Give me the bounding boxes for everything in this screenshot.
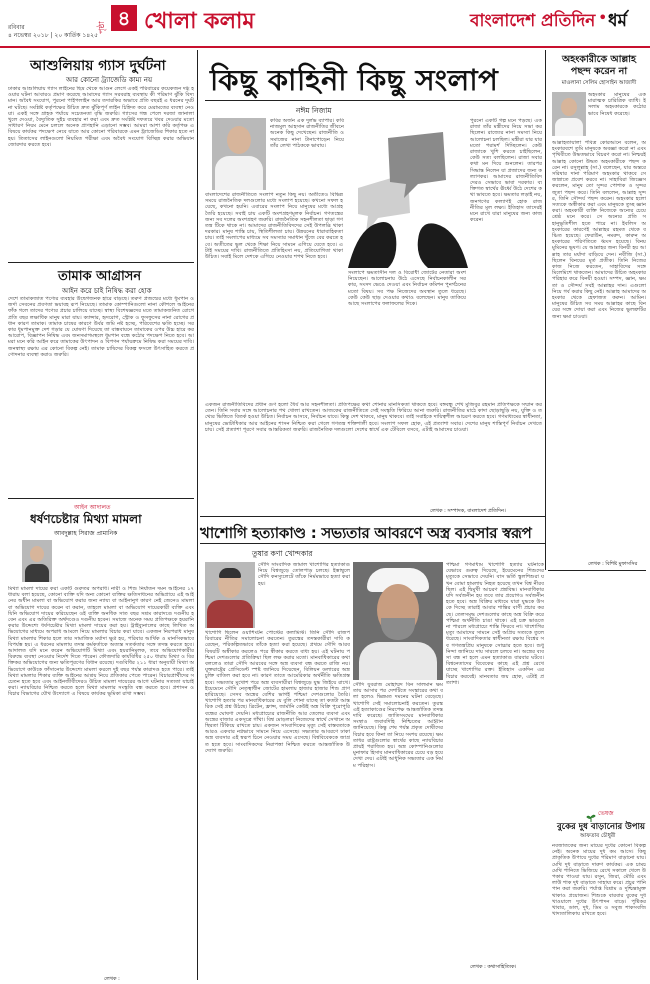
- main-article-body: বাংলাদেশের রাজনীতিতে সংলাপ নতুন কিছু নয়। অতীতেও বিভিন্ন সময়ে রাজনৈতিক দলগুলোর মধ্যে সংলাপ হয়েছে। কখনো সফল হয়েছে, কখনো হয়নি। এবারের সংলাপ নিয়ে মানুষের মধ্যে আগ্রহ তৈরি হয়েছে। সবাই চায় একটি অংশগ্রহণমূলক নির্বাচন। গণতন্ত্রের জন্য সব দলের অংশগ্রহণ জরুরি। রাজনৈতিক সহনশীলতা ছাড়া গণতন্ত্র টিকে থাকে না। আমাদের রাজনীতিবিদদের সেই উপলব্ধি থাকা দরকার। মানুষ শান্তি চায়, স্থিতিশীলতা চায়। উন্নয়নের ধারাবাহিকতা চায়। তাই সংলাপের মাধ্যমে সব সমস্যার সমাধান খুঁজে বের করতে হবে। অতীতের ভুল থেকে শিক্ষা নিয়ে সামনে এগিয়ে যেতে হবে। এটাই সময়ের দাবি। রাজনীতিতে প্রতিহিংসা নয়, প্রতিযোগিতা থাকা উচিত। সবাই মিলে দেশকে এগিয়ে নেওয়ার শপথ নিতে হবে।: [205, 192, 343, 261]
- dialogue-illustration: [348, 118, 468, 268]
- author-portrait: [205, 562, 255, 628]
- khashoggi-body: পশ্চিমা গণমাধ্যম খাশোগি হত্যার ঘটনাকে যেভাবে গুরুত্ব দিয়েছে, ইয়েমেনের শিশুদের মৃত্যুকে সেভাবে দেয়নি। বাস ভর্তি স্কুলশিশুরা যখন বোমা হামলায় নিহত হয়েছে তখন বিশ্ব নীরব ছিল। এই দ্বিমুখী আচরণ প্রশ্নবিদ্ধ। মানবাধিকার যদি সর্বজনীন হয় তবে তার প্রয়োগও সর্বজনীন হতে হবে। অস্ত্র বিক্রির মাধ্যমে যারা যুদ্ধকে উসকে দিচ্ছে তারাই আবার শান্তির বাণী প্রচার করছে। তেলসমৃদ্ধ দেশগুলোর কাছে অস্ত্র বিক্রি করে পশ্চিমা অর্থনীতি চাঙা থাকে। এই চক্র ভাঙতে না পারলে মধ্যপ্রাচ্যে শান্তি ফিরবে না। খাশোগির মৃত্যু আমাদের সামনে সেই অপ্রিয় সত্যকে তুলে ধরেছে। সাংবাদিকতার স্বাধীনতা রক্ষায় বিশ্বের সব গণতন্ত্রপ্রিয় মানুষকে সোচ্চার হতে হবে। শুধু নিন্দা জানিয়ে দায় সারলে চলবে না। অস্ত্রের ব্যবসা বন্ধ না হলে এমন হত্যাকাণ্ড বারবার ঘটবে। বিশ্বনেতাদের বিবেকের কাছে এই প্রশ্ন রেখে যাচ্ছে খাশোগির রক্ত। ইতিহাস একদিন এর বিচার করবেই। মানবতার জয় হোক, এটাই প্রত্যাশা।: [446, 562, 544, 686]
- religion-author: মাওলানা সেলিম হোসাইন আজাদী: [561, 80, 637, 86]
- gas-editorial-title: আশুলিয়ায় গ্যাস দুর্ঘটনা: [30, 58, 166, 74]
- health-title: বুকের দুধ বাড়ানোর উপায়: [556, 822, 646, 832]
- main-author-note: লেখক : সম্পাদক, বাংলাদেশ প্রতিদিন।: [430, 508, 506, 514]
- divider: [548, 570, 646, 571]
- religion-title: অহংকারীকে আল্লাহ পছন্দ করেন না: [561, 54, 636, 77]
- tobacco-editorial-title: তামাক আগ্রাসন: [58, 269, 142, 284]
- main-author: নঈম নিজাম: [296, 106, 332, 115]
- khashoggi-author: তুষার কণা খোন্দকার: [252, 549, 313, 558]
- day-label: রবিবার: [8, 24, 25, 31]
- main-headline: কিছু কাহিনী কিছু সংলাপ: [210, 63, 499, 97]
- column-divider: [197, 50, 198, 980]
- khashoggi-headline: খাশোগি হত্যাকাণ্ড : সভ্যতার আবরণে অস্ত্র ব্যবসার স্বরূপ: [200, 524, 532, 542]
- divider: [8, 262, 194, 263]
- khashoggi-author-note: লেখক : কথাসাহিত্যিক।: [470, 964, 517, 970]
- main-article-body: একজন রাজনীতিবিদের প্রধান গুণ হলো ধৈর্য আর সহনশীলতা। প্রতিপক্ষের কথা শোনার মানসিকতা থাকতে হবে। বঙ্গবন্ধু শেখ মুজিবুর রহমান প্রতিপক্ষকে সম্মান করতেন। তিনি সবার সঙ্গে আলোচনার পথ খোলা রাখতেন। আজকের রাজনীতিতে সেই সংস্কৃতি ফিরিয়ে আনা জরুরি। রাজনীতির মাঠে কাদা ছোড়াছুড়ি নয়, যুক্তি ও তথ্যের ভিত্তিতে বিতর্ক হওয়া উচিত। নির্বাচন আসবে, নির্বাচন যাবে। কিন্তু দেশ থাকবে, মানুষ থাকবে। তাই সবাইকে দায়িত্বশীল আচরণ করতে হবে। গণমাধ্যমের স্বাধীনতা, মানুষের ভোটাধিকার আর আইনের শাসন নিশ্চিত করা গেলে গণতন্ত্র শক্তিশালী হবে। সংলাপ সফল হোক, এই প্রত্যাশা সবার। দেশের মানুষ শান্তিপূর্ণ নির্বাচন দেখতে চায়। সেই প্রত্যাশা পূরণে সবার আন্তরিকতা জরুরি। রাজনৈতিক দলগুলো দেশের স্বার্থে এক টেবিলে বসবে, এটাই আমাদের চাওয়া।: [205, 402, 542, 433]
- author-portrait: [212, 118, 266, 190]
- gas-editorial-body: ঢাকার আশুলিয়ায় গ্যাস লাইনের ছিদ্র থেকে আগুন লেগে একই পরিবারের কয়েকজন দগ্ধ হওয়ার ঘটনা আবারও প্রমাণ করেছে আমাদের গ্যাস সরবরাহ ব্যবস্থায় কী পরিমাণ ঝুঁকি বিদ্যমান। অবৈধ সংযোগ, পুরনো পাইপলাইন আর তদারকির অভাবে প্রতি বছরই এ ধরনের দুর্ঘটনা ঘটছে। সংশ্লিষ্ট কর্তৃপক্ষের উচিত দ্রুত ঝুঁকিপূর্ণ লাইন চিহ্নিত করে মেরামতের ব্যবস্থা নেওয়া। একই সঙ্গে গ্রাহক পর্যায়ে সচেতনতা বৃদ্ধি জরুরি। গ্যাসের গন্ধ পেলে দরজা জানালা খুলে দেওয়া, বৈদ্যুতিক সুইচ ব্যবহার না করা এবং দ্রুত সংশ্লিষ্ট দফতরে খবর দেওয়ার মতো সাধারণ নিয়ম মেনে চললে অনেক প্রাণহানি এড়ানো সম্ভব। আমরা আশা করি কর্তৃপক্ষ এ বিষয়ে কার্যকর পদক্ষেপ নেবে যাতে আর কোনো পরিবারকে এমন ট্র্যাজেডির শিকার হতে না হয়। তিতাসের লাইনগুলো নিয়মিত পরীক্ষা এবং অবৈধ সংযোগ বিচ্ছিন্ন করার অভিযান জোরদার করতে হবে।: [8, 86, 194, 148]
- date-label: ৪ নভেম্বর ২০১৮ | ২০ কার্তিক ১৪২৫: [8, 32, 98, 39]
- main-article-body: কবির অর্জন এক দুর্লভ ব্যাপার। কবি নাজমুল আহসান রাজনীতির জীবনে অনেক কিছু দেখেছেন। রাজনীতি ও সমাজের নানা টানাপোড়েন নিয়ে তাঁর লেখা পাঠককে ভাবায়।: [270, 118, 344, 149]
- health-author: আফতাব চৌধুরী: [580, 833, 616, 839]
- newspaper-name: বাংলাদেশ প্রতিদিন: [470, 11, 596, 31]
- health-body: নবজাতকের জন্য মায়ের দুধের কোনো বিকল্প নেই। অনেক মায়ের দুধ কম আসে। কিছু প্রাকৃতিক উপায়ে দুধের পরিমাণ বাড়ানো যায়। মেথি দুধ বাড়াতে দারুণ কার্যকর। এক চামচ মেথি পানিতে ভিজিয়ে রেখে সকালে খেলে উপকার পাওয়া যায়। রসুন, জিরা, মৌরি এবং লাউ শাক দুধ বাড়াতে সাহায্য করে। প্রচুর পানি পান করা জরুরি। পর্যাপ্ত বিশ্রাম ও দুশ্চিন্তামুক্ত থাকাও প্রয়োজন। শিশুকে বারবার বুকের দুধ খাওয়ালে দুধের উৎপাদন বাড়ে। পুষ্টিকর খাবার, ডাল, দুধ, ডিম ও সবুজ শাকসবজি খাদ্যতালিকায় রাখতে হবে।: [552, 843, 646, 918]
- main-article-body: পুরনো একটি গল্প মনে পড়ছে। এক রাজা তাঁর মন্ত্রীদের নিয়ে সভা করছিলেন। রাজ্যের নানা সমস্যা নিয়ে আলোচনা চলছিল। মন্ত্রীরা যার যার মতো পরামর্শ দিচ্ছিলেন। কেউ রাজাকে খুশি করতে চাইছিলেন, কেউ সত্য বলছিলেন। রাজা সবার কথা মন দিয়ে শুনলেন। তারপর সিদ্ধান্ত নিলেন যা প্রজাদের জন্য কল্যাণকর। আমাদের রাজনীতিবিদদেরও সেভাবে ভাবা দরকার। ব্যক্তিগত স্বার্থের ঊর্ধ্বে উঠে দেশের কথা ভাবতে হবে। ক্ষমতার লড়াই নয়, জনগণের কল্যাণই হোক রাজনীতির মূল লক্ষ্য। ইতিহাস তাদেরই মনে রাখে যারা মানুষের জন্য কাজ করেন।: [470, 118, 542, 224]
- religion-body: আল্লাহতায়ালা পবিত্র কোরআনে বলেন, অহংকারবশে তুমি মানুষকে অবজ্ঞা করো না এবং পৃথিবীতে উদ্ধতভাবে বিচরণ করো না। নিশ্চয়ই আল্লাহ কোনো উদ্ধত অহংকারীকে পছন্দ করেন না। রসুলুল্লাহ (সা.) বলেছেন, যার অন্তরে সরিষার দানা পরিমাণ অহংকার থাকবে সে জান্নাতে প্রবেশ করবে না। সাহাবিরা জিজ্ঞেস করলেন, মানুষ তো সুন্দর পোশাক ও সুন্দর জুতা পছন্দ করে। তিনি বললেন, আল্লাহ সুন্দর, তিনি সৌন্দর্য পছন্দ করেন। অহংকার হলো সত্যকে অস্বীকার করা এবং মানুষকে তুচ্ছ জ্ঞান করা। অহংকারী ব্যক্তি নিজেকে অন্যের চেয়ে শ্রেষ্ঠ মনে করে। সে অন্যের প্রতি সহানুভূতিশীল হতে পারে না। ইবলিস অহংকারের কারণেই আল্লাহর রহমত থেকে বঞ্চিত হয়েছে। ফেরাউন, নমরুদ, কারুন অহংকারের পরিণতিতে ধ্বংস হয়েছে। বিনয় মুমিনের ভূষণ। যে আল্লাহর জন্য বিনয়ী হয় আল্লাহ তার মর্যাদা বাড়িয়ে দেন। নবীজি (সা.) ছিলেন বিনয়ের মূর্ত প্রতীক। তিনি নিজের কাজ নিজে করতেন, সাহাবিদের সঙ্গে মিলেমিশে থাকতেন। আমাদের উচিত অহংকার পরিহার করে বিনয়ী হওয়া। সম্পদ, জ্ঞান, ক্ষমতা ও সৌন্দর্য সবই আল্লাহর দান। এগুলো নিয়ে গর্ব করার কিছু নেই। আল্লাহ আমাদের অহংকার থেকে হেফাজত করুন। আমিন। মানুষের উচিত সব সময় আল্লাহর কাছে বিনয়ের সঙ্গে দোয়া করা এবং নিজের ভুলত্রুটির জন্য ক্ষমা চাওয়া।: [552, 140, 646, 320]
- law-column-kicker: আইন আদালত: [74, 504, 111, 511]
- law-column-author-note: [104, 976, 120, 984]
- page-label: পৃষ্ঠা: [97, 21, 106, 34]
- tobacco-editorial-subtitle: আইন করে চাই নিষিদ্ধ করা হোক: [62, 287, 152, 295]
- page-number: ৪: [111, 5, 137, 31]
- section-title: খোলা কলাম: [144, 9, 255, 34]
- religion-body: অহংকার মানুষের এক মারাত্মক চারিত্রিক ব্যাধি। ইসলাম অহংকারকে কঠোরভাবে নিষেধ করেছে।: [588, 92, 646, 117]
- column-divider: [545, 50, 546, 570]
- author-note-label: লেখক :: [104, 976, 120, 982]
- khashoggi-body: খাশোগি ছিলেন ওয়াশিংটন পোস্টের কলামিস্ট। তিনি সৌদি রাজপরিবারের নীতির সমালোচনা করতেন। তুরস্কের তদন্তকারীরা দাবি করেছেন, পরিকল্পিতভাবে তাঁকে হত্যা করা হয়েছে। প্রথমে সৌদি আরব বিষয়টি অস্বীকার করলেও পরে স্বীকার করতে বাধ্য হয়। এই ঘটনায় পশ্চিমা দেশগুলোর প্রতিক্রিয়া ছিল লক্ষ করার মতো। মানবাধিকারের কথা বললেও তারা সৌদি আরবের সঙ্গে অস্ত্র ব্যবসা বন্ধ করতে রাজি নয়। যুক্তরাষ্ট্রের প্রেসিডেন্ট স্পষ্ট জানিয়ে দিয়েছেন, বিলিয়ন ডলারের অস্ত্র চুক্তি বাতিল করা হবে না। কারণ তাতে আমেরিকার অর্থনীতি ক্ষতিগ্রস্ত হবে। সভ্যতার মুখোশ পরে অস্ত্র ব্যবসায়ীরা বিশ্বজুড়ে যুদ্ধ জিইয়ে রাখে। ইয়েমেনে সৌদি নেতৃত্বাধীন জোটের হামলায় হাজার হাজার শিশু প্রাণ হারিয়েছে। সেসব অস্ত্রের বেশির ভাগই পশ্চিমা দেশগুলোর তৈরি। খাশোগি হত্যার পর মানবাধিকারের যে বুলি শোনা যাচ্ছে তা কতটা আন্তরিক সেই প্রশ্ন উঠছে। ব্রিটেন, ফ্রান্স, জার্মানি কেউই অস্ত্র বিক্রি পুরোপুরি বন্ধের ঘোষণা দেয়নি। মধ্যপ্রাচ্যের রাজনীতি আর তেলের ব্যবসা এবং অস্ত্রের বাজার একসূত্রে গাঁথা। বিশ্ব মোড়লরা নিজেদের স্বার্থে সেখানে অস্থিরতা টিকিয়ে রাখতে চায়। একজন সাংবাদিকের মৃত্যু সেই বাস্তবতাকে আরও একবার নগ্নভাবে সামনে নিয়ে এসেছে। সভ্যতার আবরণে ঢাকা অস্ত্র ব্যবসার এই স্বরূপ চিনে নেওয়ার সময় এসেছে। বিশ্ববিবেককে জাগ্রত হতে হবে। সাংবাদিকদের নিরাপত্তা নিশ্চিত করতে আন্তর্জাতিক উদ্যোগ জরুরি।: [205, 630, 350, 754]
- khashoggi-body: সৌদি সাংবাদিক জামাল খাশোগির হত্যাকাণ্ড নিয়ে বিশ্বজুড়ে তোলপাড় চলছে। ইস্তাম্বুলে সৌদি কনস্যুলেটে তাঁকে নির্মমভাবে হত্যা করা হয়।: [258, 562, 350, 587]
- headline-rule: [200, 543, 545, 544]
- khashoggi-photo: [353, 562, 443, 680]
- author-photo: [552, 92, 586, 136]
- headline-rule: [205, 100, 541, 101]
- separator-dot: •: [598, 8, 608, 27]
- religion-author-note: লেখক : বিশিষ্ট মুফাসসির: [588, 561, 638, 567]
- khashoggi-body: সৌদি যুবরাজ মোহাম্মদ বিন সালমান ক্ষমতায় আসার পর দেশটিতে সংস্কারের কথা বলা হলেও ভিন্নমত দমনের ঘটনা বেড়েছে। খাশোগি সেই সমালোচনাই করতেন। তুরস্ক এই হত্যাকাণ্ডের নিরপেক্ষ আন্তর্জাতিক তদন্ত দাবি করেছে। জাতিসংঘের মানবাধিকার সংস্থাও জবাবদিহি নিশ্চিতের আহ্বান জানিয়েছে। কিন্তু শেষ পর্যন্ত প্রকৃত দোষীদের বিচার হবে কিনা তা নিয়ে সংশয় রয়েছে। ক্ষমতাধর রাষ্ট্রগুলোর স্বার্থের কাছে ন্যায়বিচার প্রায়ই পরাজিত হয়। অস্ত্র কোম্পানিগুলোর মুনাফার হিসাব মানবাধিকারের চেয়ে বড় হয়ে দেখা দেয়। এটাই আধুনিক সভ্যতার এক নির্মম পরিহাস।: [353, 682, 443, 769]
- law-column-body: মিথ্যা মামলা দায়ের করা একটি গুরুতর অপরাধ। নারী ও শিশু নির্যাতন দমন আইনের ১৭ ধারায় বলা হয়েছে, কোনো ব্যক্তি যদি অন্য কোনো ব্যক্তির ক্ষতিসাধনের অভিপ্রায়ে এই আইনের অধীন মামলা বা অভিযোগ করার জন্য ন্যায্য বা আইনানুগ কারণ নেই জেনেও মামলা বা অভিযোগ দায়ের করেন বা করান, তাহলে মামলা বা অভিযোগ দায়েরকারী ব্যক্তি এবং যিনি অভিযোগ দায়ের করিয়েছেন ওই ব্যক্তি অনধিক সাত বছর সশ্রম কারাদণ্ডে দণ্ডনীয় হবেন এবং এর অতিরিক্ত অর্থদণ্ডেও দণ্ডনীয় হবেন। সমাজে অনেক সময় প্রতিপক্ষকে হয়রানি করার উদ্দেশ্যে ধর্ষণচেষ্টার মিথ্যা মামলা দায়ের করা হয়। ট্রাইব্যুনালের কাছে লিখিত অভিযোগের মাধ্যমে অপরাধ আমলে নিয়ে মামলার বিচার করা যাবে। একজন নিরপরাধ মানুষ মিথ্যা মামলার শিকার হলে তার সামাজিক মর্যাদা ক্ষুণ্ণ হয়, পরিবার আর্থিক ও মানসিকভাবে বিপর্যস্ত হয়। এ ধরনের মামলায় তদন্ত কর্মকর্তাকে অত্যন্ত সতর্কতার সঙ্গে তদন্ত করতে হবে। আদালত যদি মনে করেন অভিযোগটি মিথ্যা এবং হয়রানিমূলক, তবে অভিযোগকারীর বিরুদ্ধে ব্যবস্থা নেওয়ার নির্দেশ দিতে পারেন। ফৌজদারি কার্যবিধির ২৫০ ধারায় মিথ্যা ও বিরক্তিকর অভিযোগের জন্য ক্ষতিপূরণের বিধান রয়েছে। দণ্ডবিধির ২১১ ধারা অনুযায়ী মিথ্যা অভিযোগে কাউকে ফাঁসানোর উদ্দেশ্যে মামলা করলে দুই বছর পর্যন্ত কারাদণ্ড হতে পারে। তাই মিথ্যা মামলার শিকার ব্যক্তি আইনের আশ্রয় নিয়ে প্রতিকার পেতে পারেন। বিচারপ্রার্থীদের সচেতন হতে হবে এবং আইনজীবীদেরও উচিত মামলা দায়েরের আগে ঘটনার সত্যতা যাচাই করা। ন্যায়বিচার নিশ্চিত করতে হলে মিথ্যা মামলার সংস্কৃতি বন্ধ করতে হবে। প্রশাসন ও বিচার বিভাগের যৌথ উদ্যোগে এ বিষয়ে কার্যকর ভূমিকা রাখা সম্ভব।: [8, 586, 194, 698]
- gas-editorial-subtitle: আর কোনো ট্র্যাজেডি কাম্য নয়: [66, 76, 153, 84]
- law-column-author: আবদুল্লাহ সিরাজ প্রামানিক: [54, 530, 118, 537]
- paper-section-label: ধর্ম: [608, 11, 627, 31]
- main-article-body: সংলাপে ক্ষমতাসীন দল ও বিরোধী জোটের নেতারা অংশ নিয়েছেন। আলোচনায় উঠে এসেছে নির্বাচনকালীন সরকার, সংসদ ভেঙে দেওয়া এবং নির্বাচন কমিশন পুনর্গঠনের মতো বিষয়। সব পক্ষ নিজেদের অবস্থান তুলে ধরেছে। কেউ কেউ ছাড় দেওয়ার কথাও বলেছেন। মানুষ তাকিয়ে আছে সংলাপের ফলাফলের দিকে।: [348, 270, 466, 308]
- divider: [8, 498, 194, 499]
- tobacco-editorial-body: দেশে তামাকজাত পণ্যের ব্যবহার উদ্বেগজনক হারে বাড়ছে। তরুণ প্রজন্মের মধ্যে ধূমপান ও জর্দা সেবনের প্রবণতা ভয়াবহ রূপ নিয়েছে। তামাক কোম্পানিগুলো নানা কৌশলে আইনের ফাঁক গলে তাদের পণ্যের প্রচার চালিয়ে যাচ্ছে। স্বাস্থ্য বিশেষজ্ঞদের মতে তামাকজনিত রোগে প্রতি বছর লক্ষাধিক মানুষ মারা যায়। ক্যান্সার, হৃদরোগ, স্ট্রোক ও ফুসফুসের নানা রোগের প্রধান কারণ তামাক। তামাক চাষের কারণে উর্বর জমি নষ্ট হচ্ছে, পরিবেশের ক্ষতি হচ্ছে। সরকার ধূমপানমুক্ত দেশ গড়ার যে ঘোষণা দিয়েছে তা বাস্তবায়নে তামাকের ওপর উচ্চ হারে কর আরোপ, বিজ্ঞাপন নিষিদ্ধ এবং জনসমাগমস্থলে ধূমপান বন্ধে কঠোর পদক্ষেপ নিতে হবে। আমরা মনে করি আইন করে তামাকের উৎপাদন ও বিপণন পর্যায়ক্রমে নিষিদ্ধ করা সময়ের দাবি। জনস্বাস্থ্য রক্ষায় এর কোনো বিকল্প নেই। তামাক চাষিদের বিকল্প ফসলে উৎসাহিত করতে প্রণোদনার ব্যবস্থা করাও জরুরি।: [8, 296, 194, 358]
- law-column-title: ধর্ষণচেষ্টার মিথ্যা মামলা: [30, 512, 142, 526]
- health-kicker: ভেষজ: [598, 810, 614, 817]
- author-photo: [22, 540, 52, 582]
- herb-icon: [586, 808, 596, 818]
- divider: [200, 516, 545, 517]
